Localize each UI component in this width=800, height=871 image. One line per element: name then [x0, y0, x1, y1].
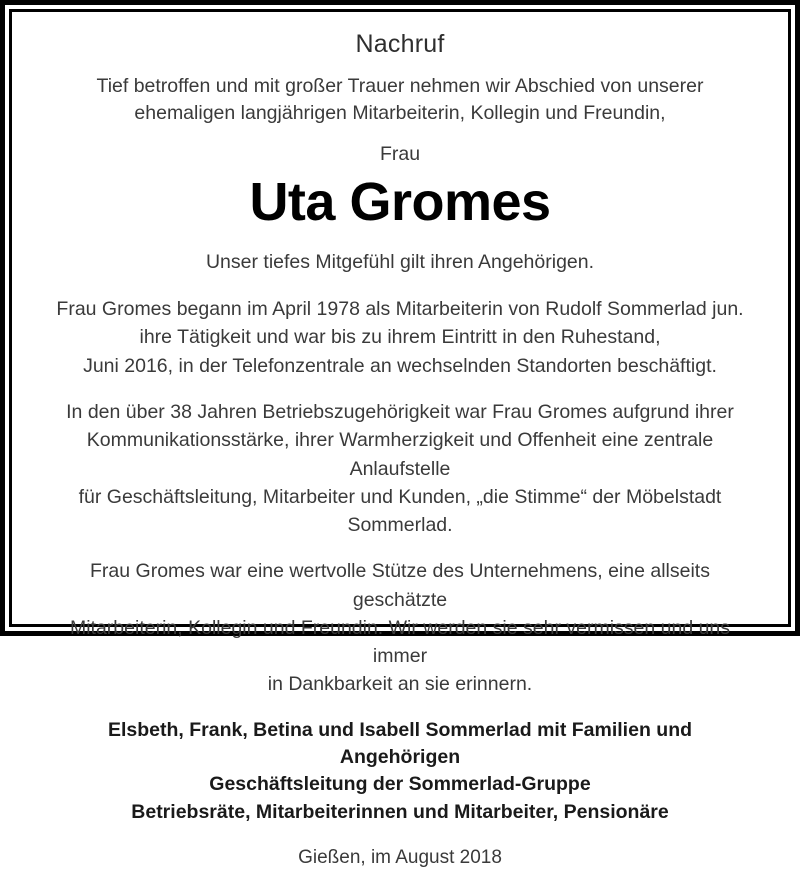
obituary-notice-body	[9, 9, 791, 868]
paragraph-line: Juni 2016, in der Telefonzentrale an wechselnden Standorten beschäftigt.	[83, 354, 717, 377]
notice-heading: Nachruf	[355, 30, 445, 58]
paragraph-line: Frau Gromes begann im April 1978 als Mitarbeiterin von Rudolf Sommerlad jun.	[56, 298, 744, 321]
paragraph-line: für Geschäftsleitung, Mitarbeiter und Kunden, „die Stimme“ der Möbelstadt Sommerlad.	[78, 485, 722, 537]
salutation: Frau	[379, 143, 421, 166]
lede-text	[46, 73, 754, 128]
signatory-line: Elsbeth, Frank, Betina und Isabell Sommerlad mit Familien und Angehörigen	[107, 718, 693, 768]
lede-line: ehemaligen langjährigen Mitarbeiterin, Kollegin und Freundin,	[134, 102, 666, 125]
paragraph-line: Kommunikationsstärke, ihrer Warmherzigkeit und Offenheit eine zentrale Anlaufstelle	[86, 429, 714, 480]
signatory-line: Betriebsräte, Mitarbeiterinnen und Mitarbeiter, Pensionäre	[131, 800, 669, 823]
paragraph-tribute	[46, 398, 754, 539]
place-and-date: Gießen, im August 2018	[298, 846, 502, 868]
deceased-name: Uta Gromes	[249, 172, 551, 233]
paragraph-line: in Dankbarkeit an sie erinnern.	[267, 673, 533, 696]
paragraph-line: Frau Gromes war eine wertvolle Stütze des Unternehmens, eine allseits geschätzte	[90, 560, 710, 611]
paragraph-line: ihre Tätigkeit und war bis zu ihrem Eintritt in den Ruhestand,	[139, 326, 661, 349]
paragraph-line: Mitarbeiterin, Kollegin und Freundin. Wir werden sie sehr vermissen und uns immer	[69, 616, 731, 668]
paragraph-career	[46, 295, 754, 380]
paragraph-remembrance	[46, 557, 754, 698]
paragraph-line: In den über 38 Jahren Betriebszugehörigkeit war Frau Gromes aufgrund ihrer	[66, 400, 734, 423]
signatories-block	[46, 717, 754, 826]
lede-line: Tief betroffen und mit großer Trauer nehmen wir Abschied von unserer	[96, 74, 704, 97]
signatory-line: Geschäftsleitung der Sommerlad-Gruppe	[209, 773, 591, 796]
condolence-line: Unser tiefes Mitgefühl gilt ihren Angehörigen.	[205, 250, 595, 273]
